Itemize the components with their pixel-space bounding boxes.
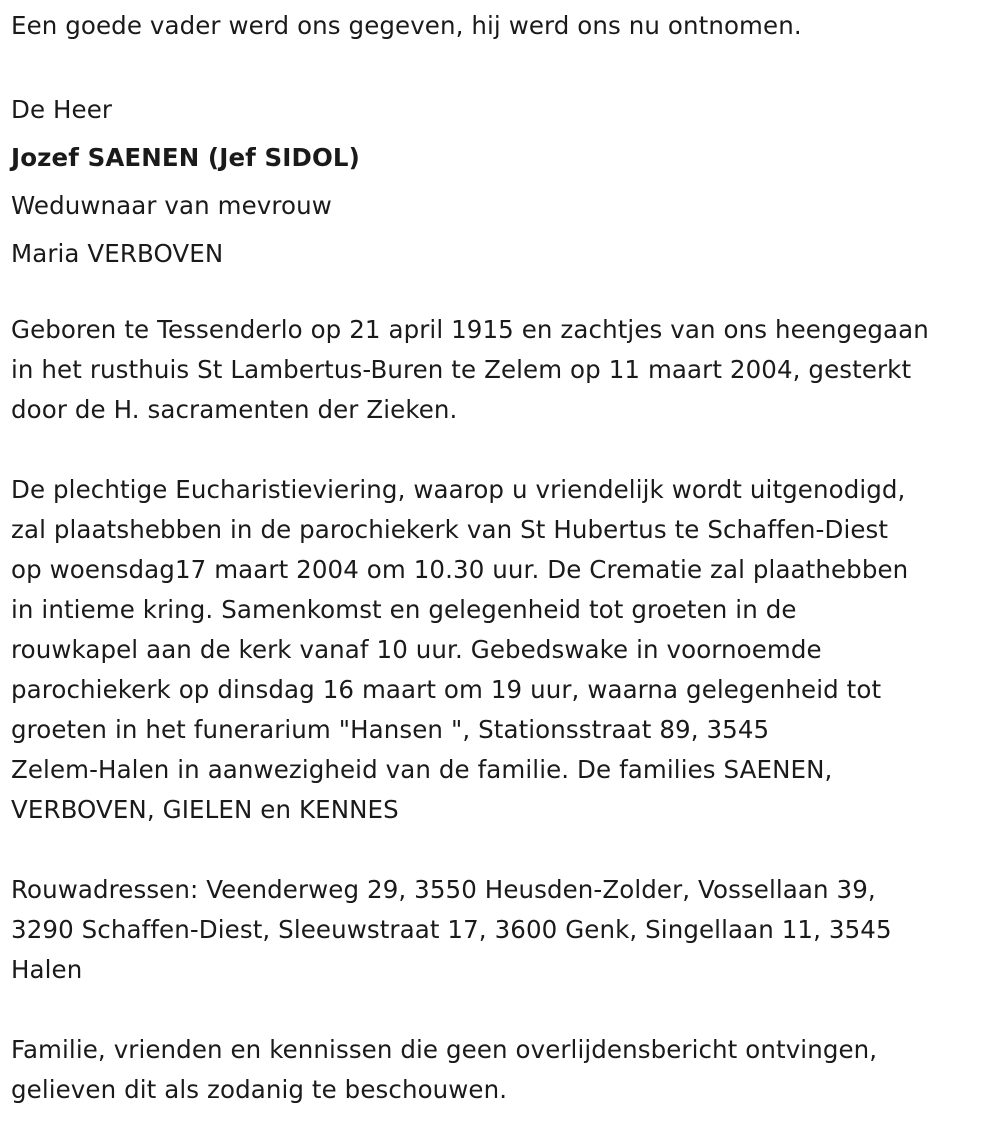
- deceased-name: Jozef SAENEN (Jef SIDOL): [11, 143, 360, 172]
- paragraph-line: in intieme kring. Samenkomst en gelegenheid tot groeten in de: [11, 595, 797, 624]
- paragraph-line: Familie, vrienden en kennissen die geen overlijdensbericht ontvingen,: [11, 1035, 878, 1064]
- paragraph-line: 3290 Schaffen-Diest, Sleeuwstraat 17, 3600 Genk, Singellaan 11, 3545: [11, 915, 892, 944]
- intro-section: [11, 6, 802, 46]
- intro-line: Een goede vader werd ons gegeven, hij werd ons nu ontnomen.: [11, 11, 802, 40]
- paragraph-line: in het rusthuis St Lambertus-Buren te Zelem op 11 maart 2004, gesterkt: [11, 355, 912, 384]
- paragraph-line: groeten in het funerarium "Hansen ", Stationsstraat 89, 3545: [11, 715, 770, 744]
- paragraph-line: Geboren te Tessenderlo op 21 april 1915 en zachtjes van ons heengegaan: [11, 315, 929, 344]
- paragraph-line: De plechtige Eucharistieviering, waarop u vriendelijk wordt uitgenodigd,: [11, 475, 906, 504]
- paragraph-line: zal plaatshebben in de parochiekerk van St Hubertus te Schaffen-Diest: [11, 515, 889, 544]
- paragraph-line: Zelem-Halen in aanwezigheid van de familie. De families SAENEN,: [11, 755, 833, 784]
- paragraph-line: Halen: [11, 955, 83, 984]
- paragraph-line: door de H. sacramenten der Zieken.: [11, 395, 458, 424]
- paragraph-line: rouwkapel aan de kerk vanaf 10 uur. Gebedswake in voornoemde: [11, 635, 822, 664]
- closing-paragraph: [11, 1030, 877, 1110]
- widower-line: Weduwnaar van mevrouw: [11, 191, 332, 220]
- paragraph-line: gelieven dit als zodanig te beschouwen.: [11, 1075, 508, 1104]
- service-paragraph: [11, 470, 908, 830]
- addresses-paragraph: [11, 870, 892, 990]
- paragraph-line: parochiekerk op dinsdag 16 maart om 19 uur, waarna gelegenheid tot: [11, 675, 882, 704]
- paragraph-line: op woensdag17 maart 2004 om 10.30 uur. De Crematie zal plaathebben: [11, 555, 909, 584]
- spouse-name: Maria VERBOVEN: [11, 239, 224, 268]
- paragraph-line: VERBOVEN, GIELEN en KENNES: [11, 795, 399, 824]
- deceased-block: [11, 86, 360, 278]
- paragraph-line: Rouwadressen: Veenderweg 29, 3550 Heusden-Zolder, Vossellaan 39,: [11, 875, 876, 904]
- honorific: De Heer: [11, 95, 113, 124]
- birth-paragraph: [11, 310, 929, 430]
